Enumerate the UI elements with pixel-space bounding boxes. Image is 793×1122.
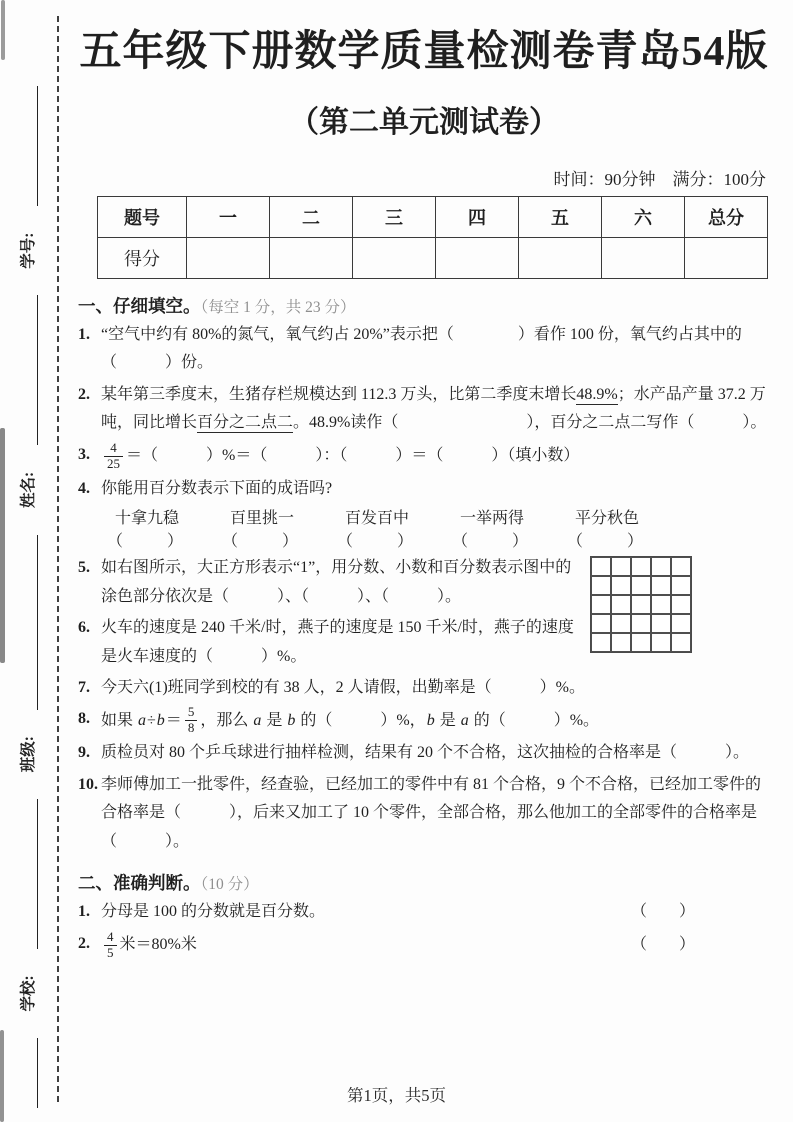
question-body (101, 619, 574, 664)
question-body (101, 744, 749, 761)
question-body (101, 704, 600, 736)
student-field-label: 学校: (20, 975, 37, 1012)
fraction-numerator: 4 (104, 930, 117, 946)
score-value-cell (602, 237, 685, 278)
section-title-text: 一、仔细填空。 (78, 295, 201, 316)
score-value-cell (519, 237, 602, 278)
question-text: ＝ (165, 711, 182, 729)
fraction-denominator: 5 (107, 944, 114, 960)
idiom-text: 平分秋色 (574, 510, 639, 528)
grid-cell (591, 576, 611, 595)
question-number: 8. (78, 710, 90, 728)
question-text: 是 (435, 711, 460, 729)
score-value-cell (353, 237, 436, 278)
question-number: 5. (78, 559, 90, 577)
idiom-answer-blank: （ ） (336, 533, 417, 551)
question-text: 某年第三季度末，生猪存栏规模达到 112.3 万头，比第二季度末增长 (101, 385, 577, 403)
question-text: ；水产品产量 37.2 万吨，同比增长 (101, 385, 766, 432)
grid-cell (671, 614, 691, 633)
question-number: 2. (78, 934, 90, 952)
page-footer: 第1页，共5页 (347, 1086, 446, 1105)
student-info-sidebar (14, 86, 38, 1108)
judge-answer-blank: （ ） (630, 903, 695, 921)
idiom-row (91, 505, 770, 551)
score-header-cell: 六 (602, 196, 685, 237)
underlined-text: 百分之二点二 (197, 414, 294, 432)
grid-cell (651, 576, 671, 595)
grid-cell (611, 633, 631, 652)
idiom-text: 十拿九稳 (114, 510, 179, 528)
question (78, 321, 770, 378)
grid-cell (671, 557, 691, 576)
score-value-cell (436, 237, 519, 278)
grid-cell (591, 614, 611, 633)
scan-smudge (0, 1030, 4, 1122)
seal-dashed-line (57, 16, 59, 1102)
question (78, 739, 770, 767)
score-header-cell: 一 (187, 196, 270, 237)
question-text: 你能用百分数表示下面的成语吗? (101, 479, 333, 497)
question-text: 米＝80%米 (119, 935, 197, 953)
fraction-denominator: 25 (107, 455, 120, 471)
idiom-column (91, 505, 203, 551)
idiom-answer-blank: （ ） (221, 533, 302, 551)
grid-cell (671, 576, 691, 595)
question-body (101, 559, 571, 604)
grid-cell (591, 557, 611, 576)
question-text: 质检员对 80 个乒乓球进行抽样检测，结果有 20 个不合格，这次抽检的合格率是（ ）。 (101, 744, 750, 762)
question-text: 如果 (101, 711, 138, 729)
idiom-column (551, 505, 663, 551)
question-text: 如右图所示，大正方形表示“1”，用分数、小数和百分数表示图中的涂色部分依次是（ ）、（ ）、（ ）。 (101, 559, 572, 605)
question (78, 554, 770, 611)
question-number: 3. (78, 445, 90, 463)
question (78, 705, 770, 736)
fill-line (20, 295, 38, 445)
question-body (101, 898, 631, 926)
score-header-cell: 五 (519, 196, 602, 237)
math-variable: a (253, 711, 262, 729)
grid-cell (651, 614, 671, 633)
question-number: 7. (78, 679, 90, 696)
section-title-text: 二、准确判断。 (78, 873, 201, 894)
score-table (97, 196, 768, 279)
idiom-text: 百里挑一 (229, 510, 294, 528)
idiom-column (206, 505, 318, 551)
question (78, 381, 770, 438)
question-text: 是 (262, 711, 287, 729)
page-title: 五年级下册数学质量检测卷青岛54版 (79, 29, 769, 75)
question-text: 的（ ）%， (296, 711, 426, 729)
grid-cell (631, 633, 651, 652)
scan-smudge (1, 0, 5, 60)
scan-smudge (0, 428, 5, 663)
grid-cell (591, 633, 611, 652)
question-body (101, 679, 585, 696)
math-variable: a (138, 711, 147, 729)
question-number: 2. (78, 385, 90, 403)
math-variable: a (460, 711, 469, 729)
fraction-denominator: 8 (187, 720, 195, 736)
grid-cell (651, 595, 671, 614)
grid-cell (651, 557, 671, 576)
question-text: 火车的速度是 240 千米/时，燕子的速度是 150 千米/时，燕子的速度是火车速度的（ ）%。 (101, 619, 574, 665)
question-number: 9. (78, 744, 90, 762)
fraction (104, 930, 117, 961)
grid-cell (631, 614, 651, 633)
fraction-numerator: 5 (185, 705, 198, 721)
question-body (101, 326, 742, 371)
section-score-note: （10 分） (200, 876, 259, 894)
grid-cell (611, 614, 631, 633)
fill-line (20, 799, 38, 949)
grid-cell (611, 557, 631, 576)
question-body (101, 386, 766, 433)
fraction (104, 441, 123, 472)
question-text: ÷ (147, 711, 156, 729)
score-value-cell (270, 237, 353, 278)
question-number: 1. (78, 325, 90, 343)
question-body (101, 930, 631, 961)
student-field-label: 学号: (20, 232, 37, 269)
question-text: 。48.9%读作（ ），百分之二点二写作（ ）。 (293, 414, 767, 432)
grid-cell (591, 595, 611, 614)
math-variable: b (426, 711, 435, 729)
question-number: 6. (78, 619, 90, 637)
grid-cell (631, 557, 651, 576)
score-value-cell: 得分 (98, 237, 187, 278)
idiom-column (436, 505, 548, 551)
grid-cell (611, 576, 631, 595)
question-body (101, 776, 761, 850)
idiom-answer-blank: （ ） (451, 533, 532, 551)
score-table-score-row (98, 237, 768, 278)
section-score-note: （每空 1 分，共 23 分） (200, 298, 356, 316)
score-header-cell: 题号 (98, 196, 187, 237)
score-header-cell: 四 (436, 196, 519, 237)
question-text: 的（ ）%。 (469, 711, 600, 729)
fraction-numerator: 4 (104, 441, 123, 457)
score-header-cell: 三 (353, 196, 436, 237)
fraction (185, 705, 198, 736)
idiom-text: 百发百中 (344, 510, 409, 528)
question-body (101, 480, 332, 497)
question (78, 771, 770, 856)
time-score-info: 时间：90分钟 满分：100分 (553, 169, 766, 189)
question-number: 4. (78, 479, 90, 497)
idiom-column (321, 505, 433, 551)
underlined-text: 48.9% (576, 385, 618, 403)
question-sections (78, 293, 770, 961)
question-text: ＝（ ）%＝（ ）：（ ）＝（ ）（填小数） (126, 446, 580, 464)
section-title (78, 870, 770, 895)
question (78, 475, 770, 503)
fill-line (20, 535, 38, 710)
score-value-cell (685, 237, 768, 278)
score-table-header-row (98, 196, 768, 237)
math-variable: b (287, 711, 296, 729)
grid-cell (671, 595, 691, 614)
question-number: 10. (78, 775, 98, 793)
question-text: 今天六(1)班同学到校的有 38 人，2 人请假，出勤率是（ ）%。 (101, 679, 585, 696)
question (78, 930, 770, 961)
grid-cell (611, 595, 631, 614)
question-text: “空气中约有 80%的氮气，氧气约占 20%”表示把（ ）看作 100 份，氧气约占其中的（ ）份。 (101, 325, 742, 372)
idiom-answer-blank: （ ） (566, 533, 647, 551)
student-field-label: 姓名: (20, 471, 37, 508)
grid-cell (631, 595, 651, 614)
page-subtitle: （第二单元测试卷） (289, 105, 559, 139)
section-title (78, 293, 770, 318)
question (78, 441, 770, 472)
fill-line (20, 86, 38, 206)
score-header-cell: 总分 (685, 196, 768, 237)
student-field-label: 班级: (20, 736, 37, 773)
score-header-cell: 二 (270, 196, 353, 237)
question (78, 674, 770, 702)
math-variable: b (156, 711, 165, 729)
question-text: ，那么 (200, 711, 253, 729)
question-number: 1. (78, 903, 90, 921)
idiom-text: 一举两得 (459, 510, 524, 528)
score-value-cell (187, 237, 270, 278)
question-body (101, 439, 580, 471)
grid-cell (671, 633, 691, 652)
paper-content (78, 16, 770, 961)
grid-cell (651, 633, 671, 652)
question (78, 898, 770, 926)
idiom-answer-blank: （ ） (106, 533, 187, 551)
question-text: 分母是 100 的分数就是百分数。 (101, 903, 326, 921)
fraction-grid-figure (590, 556, 692, 653)
judge-answer-blank: （ ） (630, 935, 695, 953)
question-text: 李师傅加工一批零件，经查验，已经加工的零件中有 81 个合格，9 个不合格，已经加工零件的合格率是（ ），后来又加工了 10 个零件，全部合格，那么他加工的全部零件的合格率是（ ）。 (101, 775, 762, 850)
grid-cell (631, 576, 651, 595)
